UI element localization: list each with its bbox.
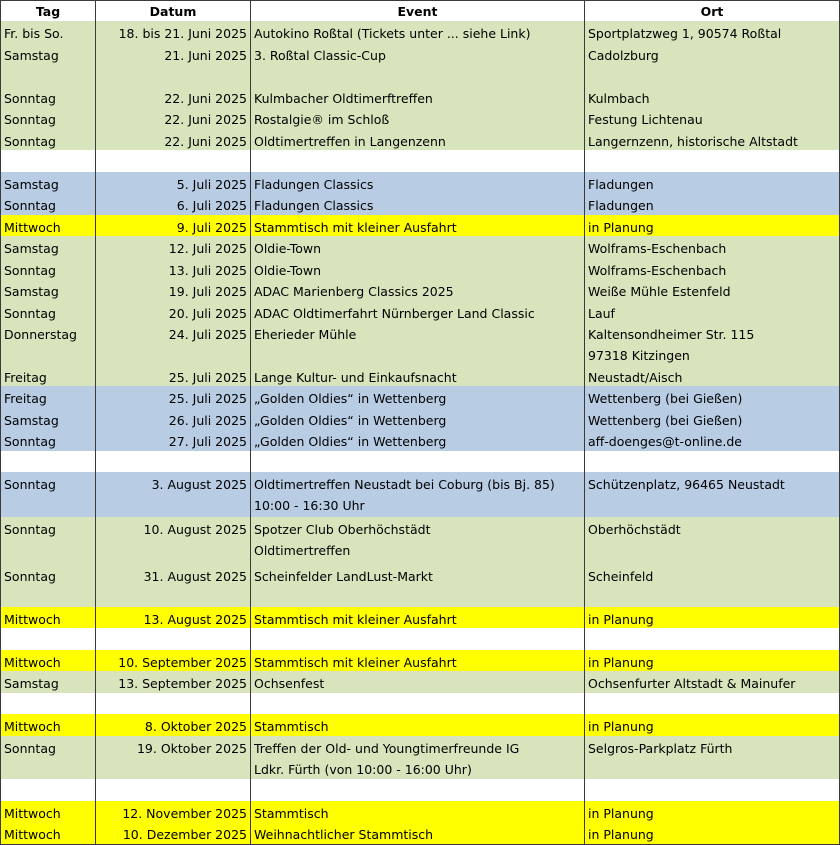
cell-datum[interactable]: 12. Juli 2025	[96, 236, 251, 259]
cell-tag[interactable]	[0, 628, 96, 651]
cell-tag[interactable]: Mittwoch	[0, 801, 96, 823]
cell-ort-line: in Planung	[588, 220, 654, 235]
cell-datum[interactable]: 27. Juli 2025	[96, 429, 251, 452]
cell-event-line: 3. Roßtal Classic-Cup	[254, 48, 386, 63]
cell-event[interactable]	[251, 236, 585, 259]
spacer-row	[0, 779, 840, 802]
cell-tag[interactable]: Samstag	[0, 671, 96, 694]
cell-ort[interactable]	[585, 451, 840, 473]
cell-ort-line: Weiße Mühle Estenfeld	[588, 284, 731, 299]
cell-ort-line: Neustadt/Aisch	[588, 370, 683, 385]
cell-event[interactable]	[251, 693, 585, 715]
header-event[interactable]: Event	[251, 0, 585, 22]
cell-tag[interactable]: Fr. bis So.	[0, 21, 96, 44]
cell-ort[interactable]	[585, 736, 840, 780]
cell-datum[interactable]: 24. Juli 2025	[96, 322, 251, 366]
cell-datum[interactable]: 10. September 2025	[96, 650, 251, 672]
table-row	[0, 671, 840, 694]
cell-tag[interactable]: Mittwoch	[0, 650, 96, 672]
cell-event[interactable]	[251, 451, 585, 473]
cell-datum[interactable]: 13. August 2025	[96, 607, 251, 629]
cell-event[interactable]	[251, 21, 585, 44]
cell-ort-line: Oberhöchstädt	[588, 522, 681, 537]
cell-ort-line: in Planung	[588, 612, 654, 627]
cell-datum[interactable]: 26. Juli 2025	[96, 408, 251, 430]
cell-event-line: Ochsenfest	[254, 676, 325, 691]
cell-ort-line: Festung Lichtenau	[588, 112, 703, 127]
cell-event[interactable]	[251, 564, 585, 608]
cell-event-line: Kulmbacher Oldtimerftreffen	[254, 91, 433, 106]
cell-event[interactable]	[251, 86, 585, 108]
cell-event[interactable]	[251, 822, 585, 845]
cell-event-line: Stammtisch	[254, 719, 329, 734]
cell-tag[interactable]: Sonntag	[0, 107, 96, 130]
cell-tag[interactable]: Sonntag	[0, 258, 96, 280]
cell-datum[interactable]: 22. Juni 2025	[96, 107, 251, 130]
cell-event[interactable]	[251, 150, 585, 173]
cell-ort[interactable]	[585, 107, 840, 130]
table-row	[0, 650, 840, 672]
table-header-row	[0, 0, 840, 22]
header-ort[interactable]: Ort	[585, 0, 840, 22]
cell-event-line: Oldie-Town	[254, 241, 322, 256]
header-tag[interactable]: Tag	[0, 0, 96, 22]
cell-tag[interactable]: Sonntag	[0, 736, 96, 780]
cell-datum[interactable]: 31. August 2025	[96, 564, 251, 608]
cell-event[interactable]	[251, 607, 585, 629]
table-row	[0, 822, 840, 845]
cell-event[interactable]	[251, 258, 585, 280]
cell-event[interactable]	[251, 517, 585, 565]
cell-datum[interactable]: 19. Juli 2025	[96, 279, 251, 302]
cell-ort-line: Schützenplatz, 96465 Neustadt	[588, 477, 785, 492]
table-row	[0, 301, 840, 323]
cell-event-line: Fladungen Classics	[254, 198, 374, 213]
cell-ort[interactable]	[585, 693, 840, 715]
table-row	[0, 607, 840, 629]
spacer-row	[0, 150, 840, 173]
table-row	[0, 322, 840, 366]
cell-tag[interactable]: Sonntag	[0, 472, 96, 518]
cell-event-line: Stammtisch mit kleiner Ausfahrt	[254, 220, 457, 235]
cell-event[interactable]	[251, 279, 585, 302]
cell-ort-line: Wolframs-Eschenbach	[588, 263, 727, 278]
table-row	[0, 107, 840, 130]
cell-datum[interactable]: 19. Oktober 2025	[96, 736, 251, 780]
cell-tag[interactable]: Sonntag	[0, 193, 96, 216]
cell-event-line: „Golden Oldies“ in Wettenberg	[254, 413, 447, 428]
table-row	[0, 429, 840, 452]
cell-datum[interactable]: 20. Juli 2025	[96, 301, 251, 323]
cell-event[interactable]	[251, 472, 585, 518]
cell-tag[interactable]: Mittwoch	[0, 607, 96, 629]
cell-datum[interactable]: 8. Oktober 2025	[96, 714, 251, 737]
cell-ort-line: Cadolzburg	[588, 48, 659, 63]
cell-event-line: Oldtimertreffen Neustadt bei Coburg (bis Bj. 85)	[254, 477, 555, 492]
cell-datum[interactable]	[96, 150, 251, 173]
spacer-row	[0, 451, 840, 473]
cell-ort[interactable]	[585, 236, 840, 259]
cell-event[interactable]	[251, 43, 585, 87]
cell-ort[interactable]	[585, 671, 840, 694]
cell-event-line: Rostalgie® im Schloß	[254, 112, 390, 127]
cell-ort[interactable]	[585, 21, 840, 44]
cell-ort-line: in Planung	[588, 827, 654, 842]
cell-ort-line: Lauf	[588, 306, 615, 321]
cell-tag[interactable]: Samstag	[0, 279, 96, 302]
table-row	[0, 408, 840, 430]
cell-event-line: Scheinfelder LandLust-Markt	[254, 569, 433, 584]
cell-datum[interactable]: 21. Juni 2025	[96, 43, 251, 87]
cell-tag[interactable]: Samstag	[0, 408, 96, 430]
cell-ort-line: in Planung	[588, 719, 654, 734]
cell-ort[interactable]	[585, 650, 840, 672]
cell-tag[interactable]: Sonntag	[0, 429, 96, 452]
cell-event[interactable]	[251, 801, 585, 823]
cell-event[interactable]	[251, 386, 585, 409]
cell-ort-line: Scheinfeld	[588, 569, 654, 584]
cell-datum[interactable]: 9. Juli 2025	[96, 215, 251, 237]
cell-event[interactable]	[251, 429, 585, 452]
cell-ort[interactable]	[585, 472, 840, 518]
cell-datum[interactable]	[96, 451, 251, 473]
cell-tag[interactable]: Mittwoch	[0, 822, 96, 845]
table-row	[0, 258, 840, 280]
cell-ort-line: Fladungen	[588, 198, 654, 213]
cell-event-line: Ldkr. Fürth (von 10:00 - 16:00 Uhr)	[254, 762, 472, 777]
cell-ort[interactable]	[585, 301, 840, 323]
cell-ort[interactable]	[585, 779, 840, 802]
cell-ort[interactable]	[585, 86, 840, 108]
cell-event[interactable]	[251, 365, 585, 387]
table-row	[0, 236, 840, 259]
cell-tag[interactable]: Samstag	[0, 172, 96, 194]
cell-ort[interactable]	[585, 801, 840, 823]
cell-ort[interactable]	[585, 43, 840, 87]
cell-event[interactable]	[251, 215, 585, 237]
cell-event[interactable]	[251, 129, 585, 151]
cell-event-line: Oldtimertreffen	[254, 543, 351, 558]
cell-tag[interactable]: Mittwoch	[0, 215, 96, 237]
cell-event[interactable]	[251, 301, 585, 323]
cell-event-line: Oldtimertreffen in Langenzenn	[254, 134, 446, 149]
cell-tag[interactable]: Mittwoch	[0, 714, 96, 737]
cell-tag[interactable]: Sonntag	[0, 129, 96, 151]
cell-ort[interactable]	[585, 129, 840, 151]
cell-datum[interactable]: 18. bis 21. Juni 2025	[96, 21, 251, 44]
cell-ort-line: Langernzenn, historische Altstadt	[588, 134, 798, 149]
cell-ort-line: Fladungen	[588, 177, 654, 192]
cell-event[interactable]	[251, 322, 585, 366]
table-row	[0, 386, 840, 409]
cell-ort-line: Kaltensondheimer Str. 115	[588, 327, 755, 342]
cell-tag[interactable]: Samstag	[0, 43, 96, 87]
table-row	[0, 129, 840, 151]
cell-datum[interactable]: 10. August 2025	[96, 517, 251, 565]
cell-ort[interactable]	[585, 365, 840, 387]
cell-event-line: ADAC Marienberg Classics 2025	[254, 284, 454, 299]
table-row	[0, 517, 840, 565]
cell-datum[interactable]: 22. Juni 2025	[96, 129, 251, 151]
table-row	[0, 365, 840, 387]
cell-ort-line: Selgros-Parkplatz Fürth	[588, 741, 733, 756]
cell-event-line: Stammtisch mit kleiner Ausfahrt	[254, 612, 457, 627]
cell-ort-line: Wettenberg (bei Gießen)	[588, 413, 743, 428]
cell-ort[interactable]	[585, 279, 840, 302]
cell-datum[interactable]: 6. Juli 2025	[96, 193, 251, 216]
table-row	[0, 736, 840, 780]
cell-tag[interactable]: Donnerstag	[0, 322, 96, 366]
cell-tag[interactable]: Samstag	[0, 236, 96, 259]
spacer-row	[0, 693, 840, 715]
table-row	[0, 472, 840, 518]
cell-ort[interactable]	[585, 258, 840, 280]
cell-tag[interactable]	[0, 150, 96, 173]
cell-event-line: ADAC Oldtimerfahrt Nürnberger Land Classic	[254, 306, 535, 321]
cell-ort[interactable]	[585, 607, 840, 629]
cell-datum[interactable]: 25. Juli 2025	[96, 386, 251, 409]
table-row	[0, 172, 840, 194]
cell-datum[interactable]: 13. Juli 2025	[96, 258, 251, 280]
cell-tag[interactable]: Sonntag	[0, 564, 96, 608]
cell-datum[interactable]: 13. September 2025	[96, 671, 251, 694]
cell-tag[interactable]	[0, 779, 96, 802]
table-row	[0, 215, 840, 237]
cell-ort[interactable]	[585, 628, 840, 651]
cell-ort-line: 97318 Kitzingen	[588, 348, 690, 363]
spacer-row	[0, 628, 840, 651]
cell-datum[interactable]: 12. November 2025	[96, 801, 251, 823]
cell-ort[interactable]	[585, 322, 840, 366]
cell-ort[interactable]	[585, 193, 840, 216]
cell-tag[interactable]	[0, 693, 96, 715]
cell-datum[interactable]: 3. August 2025	[96, 472, 251, 518]
cell-event-line: Lange Kultur- und Einkaufsnacht	[254, 370, 457, 385]
cell-event[interactable]	[251, 650, 585, 672]
cell-datum[interactable]: 25. Juli 2025	[96, 365, 251, 387]
cell-tag[interactable]: Freitag	[0, 365, 96, 387]
cell-ort[interactable]	[585, 386, 840, 409]
table-row	[0, 801, 840, 823]
table-row	[0, 21, 840, 44]
cell-event-line: „Golden Oldies“ in Wettenberg	[254, 391, 447, 406]
cell-ort[interactable]	[585, 822, 840, 845]
cell-datum[interactable]: 5. Juli 2025	[96, 172, 251, 194]
cell-event-line: Fladungen Classics	[254, 177, 374, 192]
cell-ort-line: Ochsenfurter Altstadt & Mainufer	[588, 676, 796, 691]
cell-ort[interactable]	[585, 517, 840, 565]
cell-datum[interactable]: 22. Juni 2025	[96, 86, 251, 108]
cell-tag[interactable]: Sonntag	[0, 301, 96, 323]
cell-event[interactable]	[251, 779, 585, 802]
table-row	[0, 714, 840, 737]
header-datum[interactable]: Datum	[96, 0, 251, 22]
cell-ort[interactable]	[585, 429, 840, 452]
cell-datum[interactable]	[96, 693, 251, 715]
cell-event[interactable]	[251, 107, 585, 130]
table-row	[0, 279, 840, 302]
cell-event-line: Autokino Roßtal (Tickets unter ... siehe Link)	[254, 26, 531, 41]
cell-event-line: Stammtisch	[254, 806, 329, 821]
cell-event[interactable]	[251, 714, 585, 737]
cell-tag[interactable]: Freitag	[0, 386, 96, 409]
cell-ort-line: in Planung	[588, 806, 654, 821]
cell-event-line: Stammtisch mit kleiner Ausfahrt	[254, 655, 457, 670]
cell-ort-line: Wolframs-Eschenbach	[588, 241, 727, 256]
cell-ort[interactable]	[585, 150, 840, 173]
cell-ort-line: Wettenberg (bei Gießen)	[588, 391, 743, 406]
cell-event[interactable]	[251, 193, 585, 216]
table-row	[0, 564, 840, 608]
cell-tag[interactable]: Sonntag	[0, 86, 96, 108]
cell-ort[interactable]	[585, 408, 840, 430]
cell-ort[interactable]	[585, 714, 840, 737]
cell-ort-line: in Planung	[588, 655, 654, 670]
table-row	[0, 86, 840, 108]
cell-event[interactable]	[251, 736, 585, 780]
cell-ort-line: Kulmbach	[588, 91, 650, 106]
cell-event-line: 10:00 - 16:30 Uhr	[254, 498, 365, 513]
cell-tag[interactable]: Sonntag	[0, 517, 96, 565]
cell-tag[interactable]	[0, 451, 96, 473]
cell-ort-line: Sportplatzweg 1, 90574 Roßtal	[588, 26, 782, 41]
cell-event-line: „Golden Oldies“ in Wettenberg	[254, 434, 447, 449]
cell-event-line: Eherieder Mühle	[254, 327, 357, 342]
cell-event-line: Oldie-Town	[254, 263, 322, 278]
table-row	[0, 193, 840, 216]
cell-event[interactable]	[251, 408, 585, 430]
cell-datum[interactable]: 10. Dezember 2025	[96, 822, 251, 845]
cell-event-line: Spotzer Club Oberhöchstädt	[254, 522, 431, 537]
cell-event[interactable]	[251, 172, 585, 194]
cell-event-line: Weihnachtlicher Stammtisch	[254, 827, 434, 842]
cell-ort-line: aff-doenges@t-online.de	[588, 434, 742, 449]
cell-event-line: Treffen der Old- und Youngtimerfreunde IG	[254, 741, 520, 756]
cell-ort[interactable]	[585, 564, 840, 608]
cell-event[interactable]	[251, 628, 585, 651]
table-row	[0, 43, 840, 87]
cell-datum[interactable]	[96, 628, 251, 651]
cell-datum[interactable]	[96, 779, 251, 802]
cell-ort[interactable]	[585, 172, 840, 194]
cell-ort[interactable]	[585, 215, 840, 237]
cell-event[interactable]	[251, 671, 585, 694]
